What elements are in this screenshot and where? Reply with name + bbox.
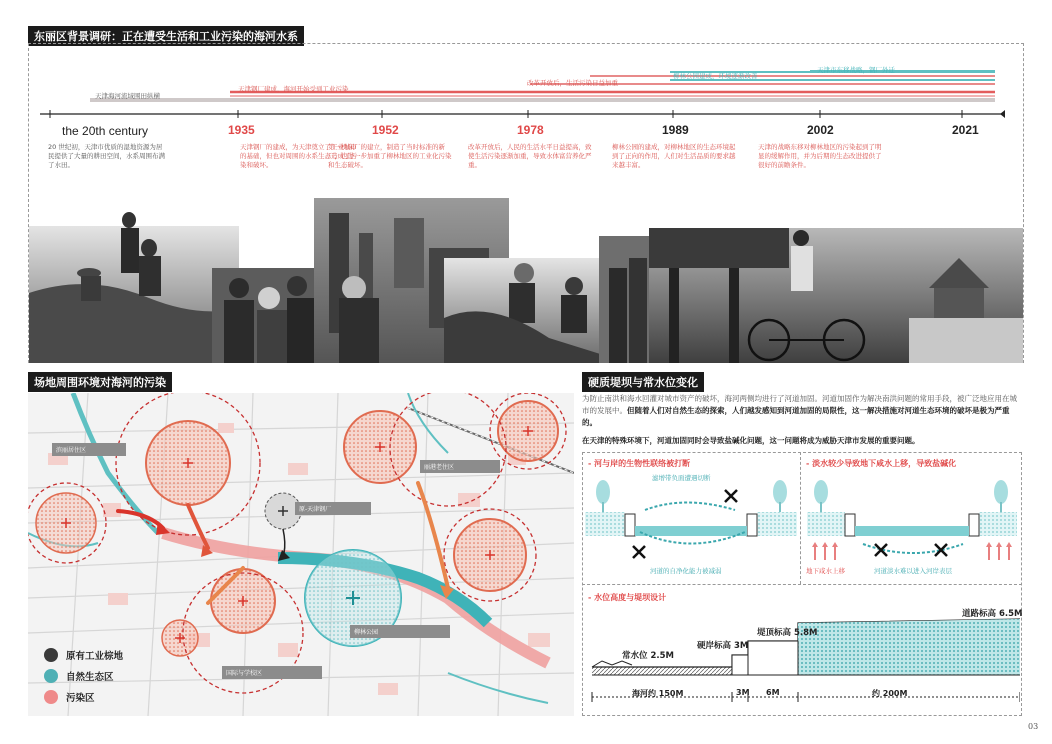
year-2002: 2002 [807, 123, 834, 137]
year-1952: 1952 [372, 123, 399, 137]
year-text-1989: 柳林公园的建成，对柳林地区的生态环境起到了正向的作用，人们对生活品质的要求越来越丰富。 [612, 143, 736, 169]
panel-divider [800, 452, 801, 584]
bar-label-2: 天津钢厂建成，海河开始受到工业污染 [238, 85, 349, 93]
section-title: - 水位高度与堤坝设计 [588, 593, 667, 602]
dim-200m: 约 200M [872, 689, 908, 698]
year-text-2002: 天津的战略东移对柳林地区的污染起到了明显的缓解作用，并为后期的生态改进提供了很好的前瞻条件。 [758, 143, 882, 169]
timeline-header: 东丽区背景调研：正在遭受生活和工业污染的海河水系 [28, 26, 304, 46]
map-header: 场地周围环境对海河的污染 [28, 372, 172, 392]
map-legend [44, 648, 123, 711]
page-number: 03 [1028, 722, 1039, 731]
legend-item-ecological: 自然生态区 [44, 669, 123, 683]
map-label-south-res: 丽港老住区 [420, 460, 500, 473]
section-divider [582, 584, 1022, 585]
dim-6m: 6M [766, 688, 780, 697]
year-text-1952: 第一机床厂的建立，制造了当时标准的新厂，也进一步加重了柳林地区的工业化污染和生态破坏。 [328, 143, 452, 169]
panel1-title: - 河与岸的生物性联络被打断 [588, 459, 691, 468]
water-paragraph-2: 在天津的特殊环境下，河道加固同时会导致盐碱化问题，这一问题将成为威胁天津市发展的重要问题。 [582, 436, 920, 445]
water-paragraph-1: 为防止南洪和海水回灌对城市资产的破坏，海河两侧均进行了河道加固。河道加固作为解决南洪问题的常用手段，被广泛地应用在城市的发展中。但随着人们对自然生态的探索，人们越发感知到河道加固的局限性，这一解决措施对河道生态环境的破坏是极为严重的。 [582, 394, 1017, 427]
dim-3m: 3M [736, 688, 750, 697]
panel2-title: - 淡水较少导致地下咸水上移，导致盐碱化 [806, 459, 957, 468]
year-1935: 1935 [228, 123, 255, 137]
bar-label-1: 天津海河流域围田纵横 [95, 92, 160, 100]
panel2-mid-label: 河道淡水难以进入河岸表层 [874, 567, 952, 575]
historical-photo-strip [29, 198, 1023, 363]
water-header: 硬质堤坝与常水位变化 [582, 372, 704, 392]
year-text-20th: 20 世纪初，天津市优质的湿地资源为居民提供了大量的耕田空间，水系周围布满了水田。 [48, 143, 165, 169]
year-1989: 1989 [662, 123, 689, 137]
map-label-park: 柳林公园 [350, 625, 450, 638]
panel2-left-label: 地下咸水上移 [806, 567, 845, 575]
legend-item-brownfield: 原有工业棕地 [44, 648, 123, 662]
level-road: 道路标高 6.5M [962, 609, 1023, 619]
map-label-residential: 滨丽居住区 [52, 443, 126, 456]
map-label-school: 国际与学校区 [222, 666, 322, 679]
year-2021: 2021 [952, 123, 979, 137]
bar-label-3: 改革开放后，生活污染日益加重 [527, 79, 618, 87]
level-dam: 堤顶标高 5.8M [757, 628, 818, 638]
bar-label-4: 柳林公园建成，环境逐渐改善 [673, 72, 758, 80]
map-label-old-plant: 原-天津钢厂 [295, 502, 371, 515]
legend-item-polluted: 污染区 [44, 690, 123, 704]
timeline-bars [30, 70, 1005, 130]
dim-river: 海河约 150M [632, 689, 684, 698]
level-normal: 常水位 2.5M [622, 651, 674, 661]
level-hard: 硬岸标高 3M [697, 641, 749, 651]
panel1-top-label: 滤增带负面遭遇切断 [652, 474, 711, 482]
year-text-1935: 天津钢厂的建成，为天津奠立了工业城市的基础，但也对周围的水系生态造成了污染和破坏。 [240, 143, 357, 169]
panel1-bottom-label: 河道的自净化能力被减弱 [650, 567, 722, 575]
year-20th: the 20th century [62, 124, 149, 138]
year-text-1978: 改革开放后，人民的生活水平日益提高，致使生活污染逐渐加重，导致水体富营养化严重。 [468, 143, 592, 169]
year-1978: 1978 [517, 123, 544, 137]
bar-label-5: 天津市东移战略，钢厂外迁 [817, 66, 895, 74]
